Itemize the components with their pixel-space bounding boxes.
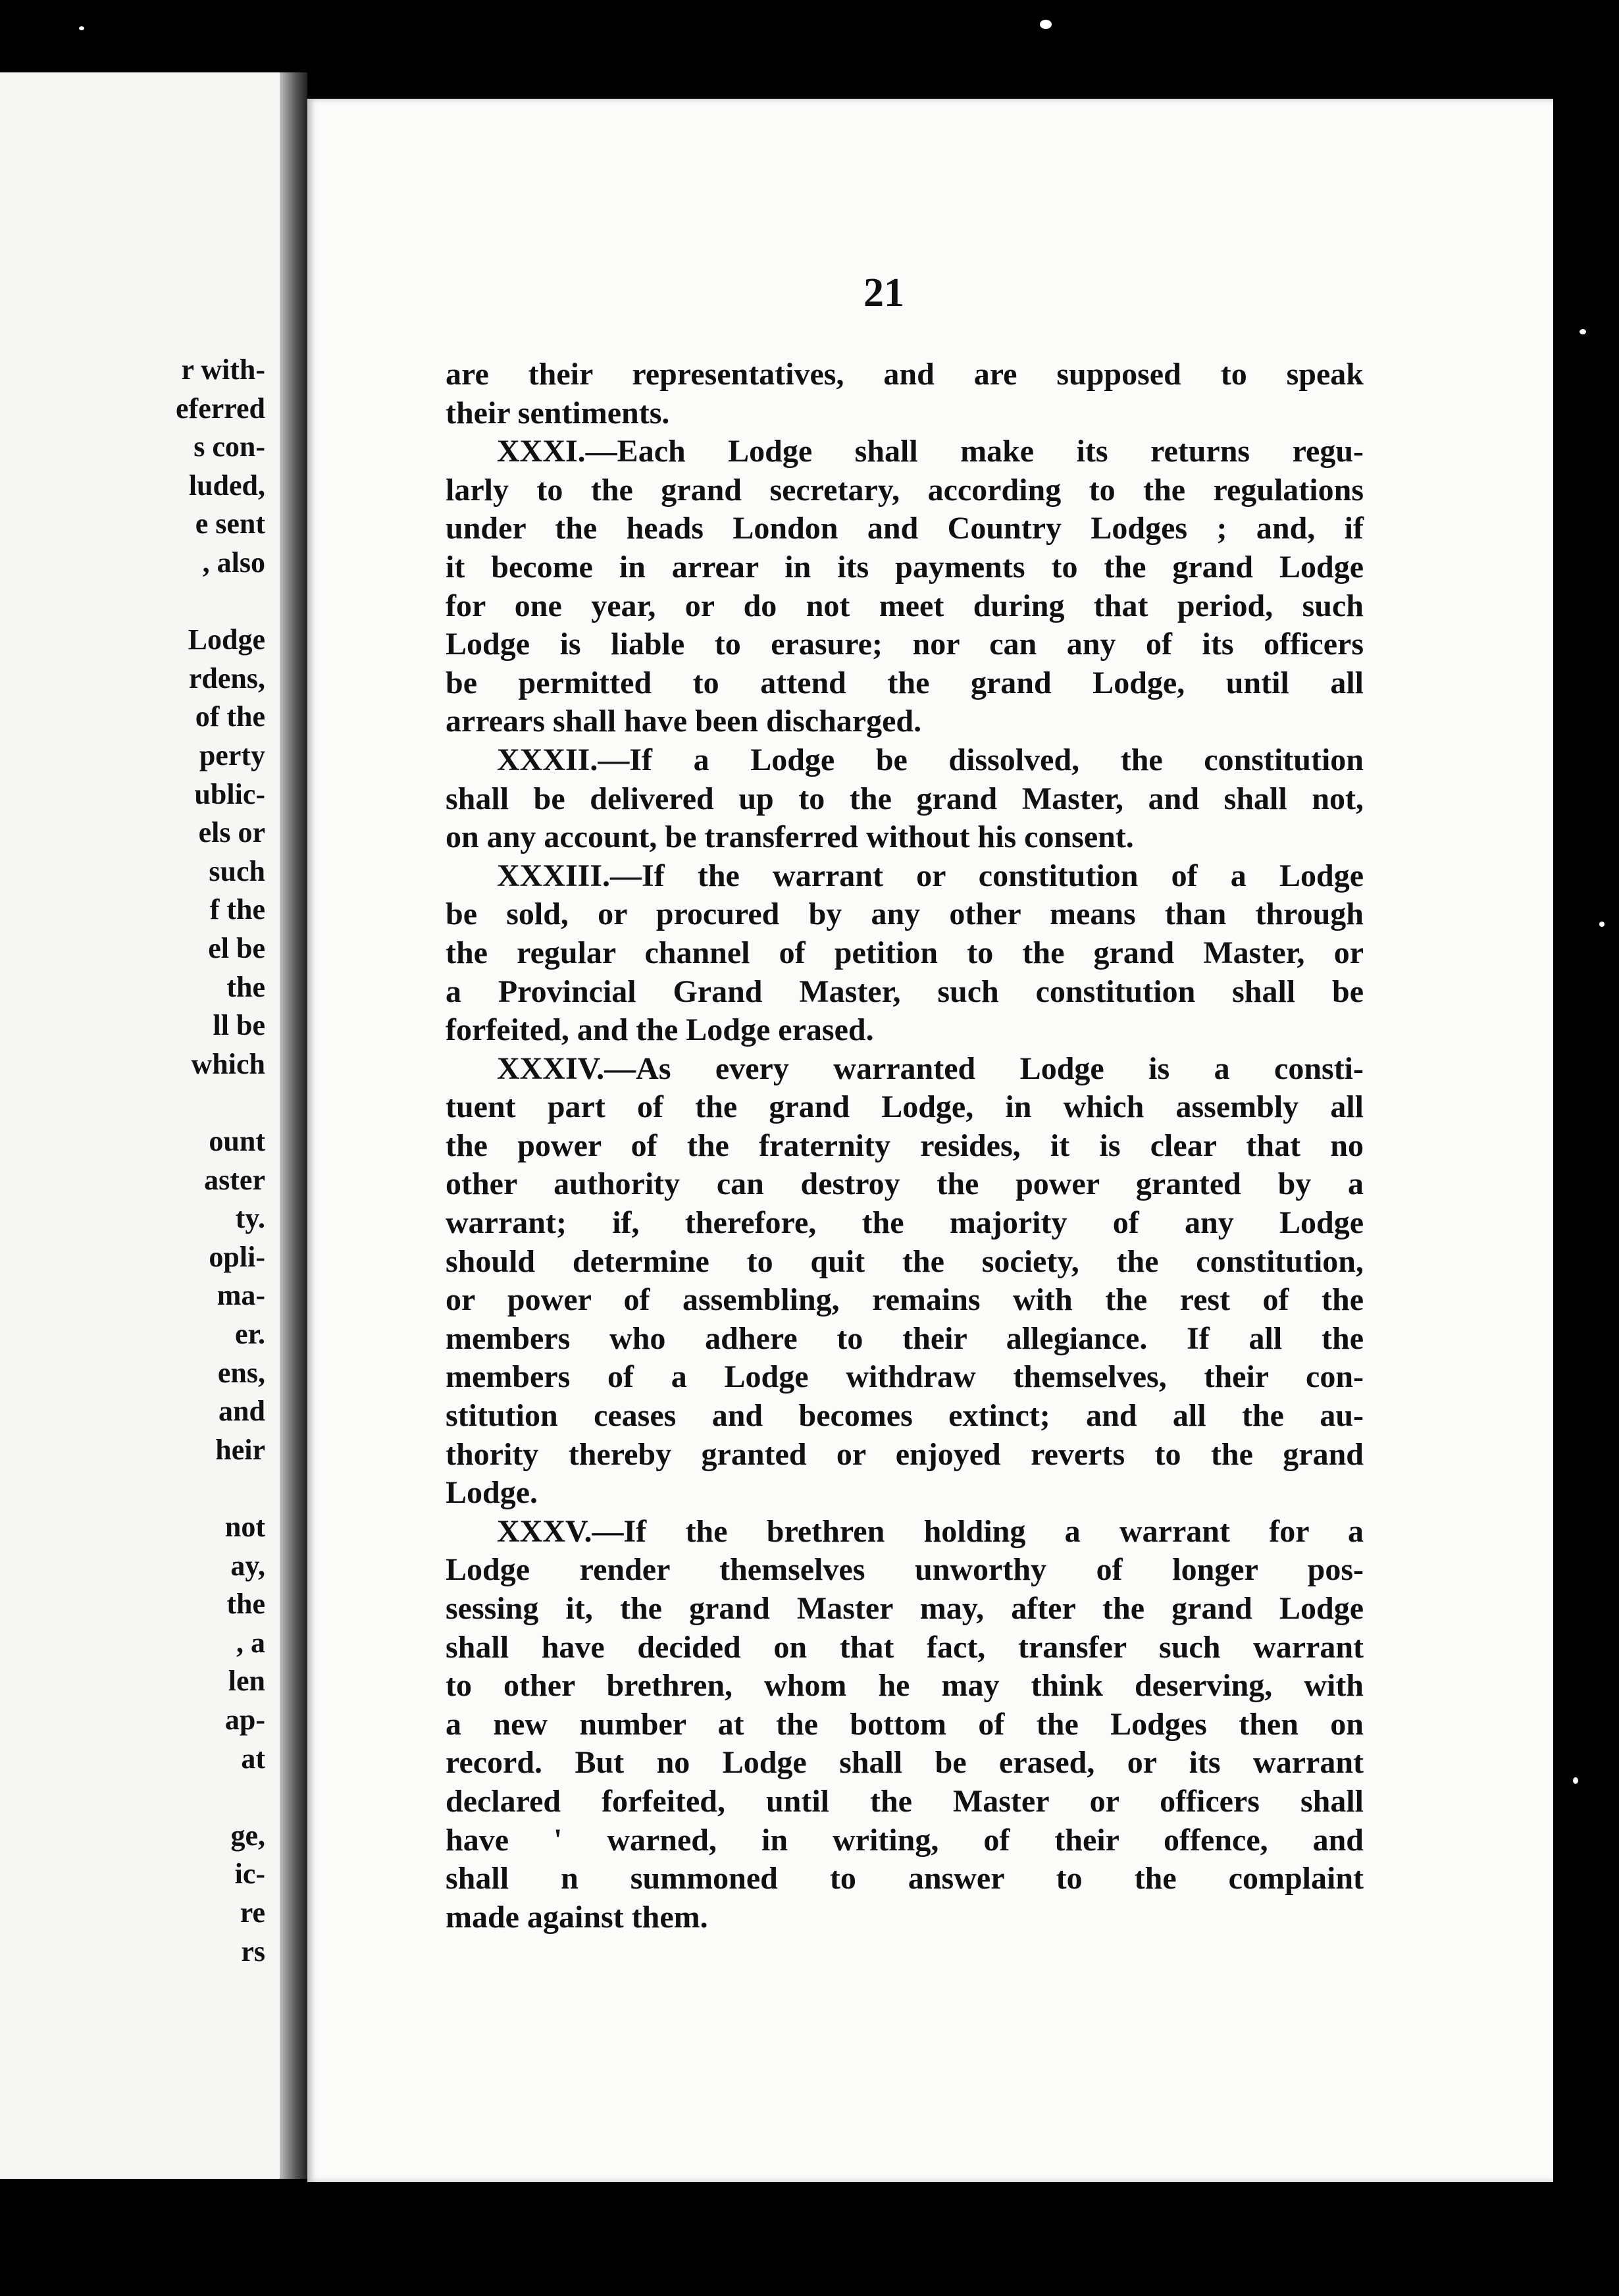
facing-page-line: ap-	[224, 1704, 265, 1736]
facing-page-line: s con-	[193, 430, 265, 463]
facing-page-line: heir	[215, 1433, 265, 1466]
facing-page-line: els or	[198, 816, 265, 849]
text-line: made against them.	[446, 1899, 708, 1935]
text-line: stitution ceases and becomes extinct; and all the au-	[446, 1398, 1364, 1434]
text-line: a Provincial Grand Master, such constitution shall be	[446, 974, 1364, 1009]
text-line: shall be delivered up to the grand Master, and shall not,	[446, 781, 1364, 816]
text-line: tuent part of the grand Lodge, in which assembly all	[446, 1089, 1364, 1125]
facing-page-line: e sent	[195, 508, 265, 540]
text-line: record. But no Lodge shall be erased, or its warrant	[446, 1745, 1364, 1781]
facing-page-line: ublic-	[194, 777, 265, 810]
text-line: be permitted to attend the grand Lodge, until all	[446, 665, 1364, 700]
facing-page-fragment	[0, 72, 280, 2179]
facing-page-line: of the	[195, 700, 265, 733]
facing-page-line: opli-	[209, 1240, 265, 1273]
book-gutter	[280, 72, 307, 2179]
facing-page-line: ty.	[235, 1202, 265, 1235]
text-line: for one year, or do not meet during that period, such	[446, 588, 1364, 623]
dust-speck	[79, 26, 84, 30]
facing-page-line: r with-	[181, 353, 265, 386]
facing-page-line: ount	[209, 1125, 265, 1157]
text-line: XXXII.—If a Lodge be dissolved, the constitution	[497, 742, 1364, 777]
facing-page-line: aster	[204, 1163, 265, 1196]
text-line: have ' warned, in writing, of their offence, and	[446, 1822, 1364, 1858]
facing-page-line: ic-	[234, 1858, 265, 1891]
facing-page-line: and	[218, 1395, 265, 1428]
facing-page-line: not	[224, 1511, 265, 1543]
facing-page-line: el be	[208, 932, 265, 964]
text-line: XXXV.—If the brethren holding a warrant for a	[497, 1513, 1364, 1549]
facing-page-line: such	[209, 854, 265, 887]
text-line: be sold, or procured by any other means than through	[446, 897, 1364, 932]
text-line: XXXIII.—If the warrant or constitution of a Lodge	[497, 858, 1364, 893]
text-line: arrears shall have been discharged.	[446, 704, 922, 739]
text-line: thority thereby granted or enjoyed reverts to the grand	[446, 1436, 1364, 1472]
facing-page-line: the	[226, 970, 265, 1003]
facing-page-line: f the	[209, 893, 265, 926]
facing-page-line: rdens,	[188, 662, 265, 694]
facing-page-line: which	[191, 1047, 265, 1080]
text-line: under the heads London and Country Lodges ; and, if	[446, 511, 1364, 546]
text-line: or power of assembling, remains with the rest of the	[446, 1282, 1364, 1318]
text-line: shall n summoned to answer to the complaint	[446, 1861, 1364, 1896]
text-line: Lodge render themselves unworthy of longer pos-	[446, 1552, 1364, 1588]
dust-speck	[1580, 329, 1586, 334]
facing-page-line: , a	[236, 1626, 265, 1659]
text-line: are their representatives, and are supposed to speak	[446, 357, 1364, 392]
facing-page-line: the	[226, 1588, 265, 1621]
facing-page-line: Lodge	[188, 623, 265, 656]
text-line: the regular channel of petition to the grand Master, or	[446, 935, 1364, 970]
text-line: shall have decided on that fact, transfer such warrant	[446, 1629, 1364, 1665]
facing-page-line: ay,	[230, 1549, 265, 1582]
text-line: it become in arrear in its payments to the grand Lodge	[446, 549, 1364, 585]
text-line: members of a Lodge withdraw themselves, their con-	[446, 1359, 1364, 1395]
text-line: their sentiments.	[446, 395, 670, 430]
text-line: sessing it, the grand Master may, after the grand Lodge	[446, 1591, 1364, 1626]
facing-page-line: ens,	[217, 1356, 265, 1389]
facing-page-line: at	[241, 1742, 265, 1775]
text-line: other authority can destroy the power granted by a	[446, 1166, 1364, 1202]
text-line: on any account, be transferred without his consent.	[446, 820, 1134, 855]
text-line: forfeited, and the Lodge erased.	[446, 1012, 874, 1048]
body-text	[446, 355, 1364, 1937]
facing-page-line: ge,	[230, 1819, 265, 1852]
facing-page-line: eferred	[176, 392, 265, 425]
facing-page-line: ll be	[213, 1009, 265, 1042]
text-line: a new number at the bottom of the Lodges then on	[446, 1706, 1364, 1742]
page-number: 21	[863, 271, 904, 315]
facing-page-line: luded,	[188, 469, 265, 502]
text-line: should determine to quit the society, the constitution,	[446, 1243, 1364, 1279]
text-line: larly to the grand secretary, according to the regulations	[446, 472, 1364, 508]
text-line: XXXI.—Each Lodge shall make its returns regu-	[497, 434, 1364, 469]
text-line: members who adhere to their allegiance. If all the	[446, 1320, 1364, 1356]
text-line: Lodge.	[446, 1475, 538, 1511]
text-line: Lodge is liable to erasure; nor can any of its officers	[446, 627, 1364, 662]
dust-speck	[1040, 20, 1052, 29]
dust-speck	[1573, 1777, 1578, 1784]
facing-page-line: re	[240, 1896, 265, 1929]
text-line: XXXIV.—As every warranted Lodge is a consti-	[497, 1051, 1364, 1086]
facing-page-line: ma-	[217, 1279, 265, 1312]
dust-speck	[1599, 922, 1605, 927]
text-line: declared forfeited, until the Master or officers shall	[446, 1783, 1364, 1819]
facing-page-line: perty	[199, 739, 265, 771]
text-line: the power of the fraternity resides, it is clear that no	[446, 1128, 1364, 1163]
facing-page-line: , also	[202, 546, 265, 579]
text-line: warrant; if, therefore, the majority of any Lodge	[446, 1205, 1364, 1241]
text-line: to other brethren, whom he may think deserving, with	[446, 1668, 1364, 1704]
facing-page-line: len	[228, 1665, 265, 1698]
facing-page-line: er.	[234, 1318, 265, 1350]
facing-page-line: rs	[241, 1935, 265, 1968]
